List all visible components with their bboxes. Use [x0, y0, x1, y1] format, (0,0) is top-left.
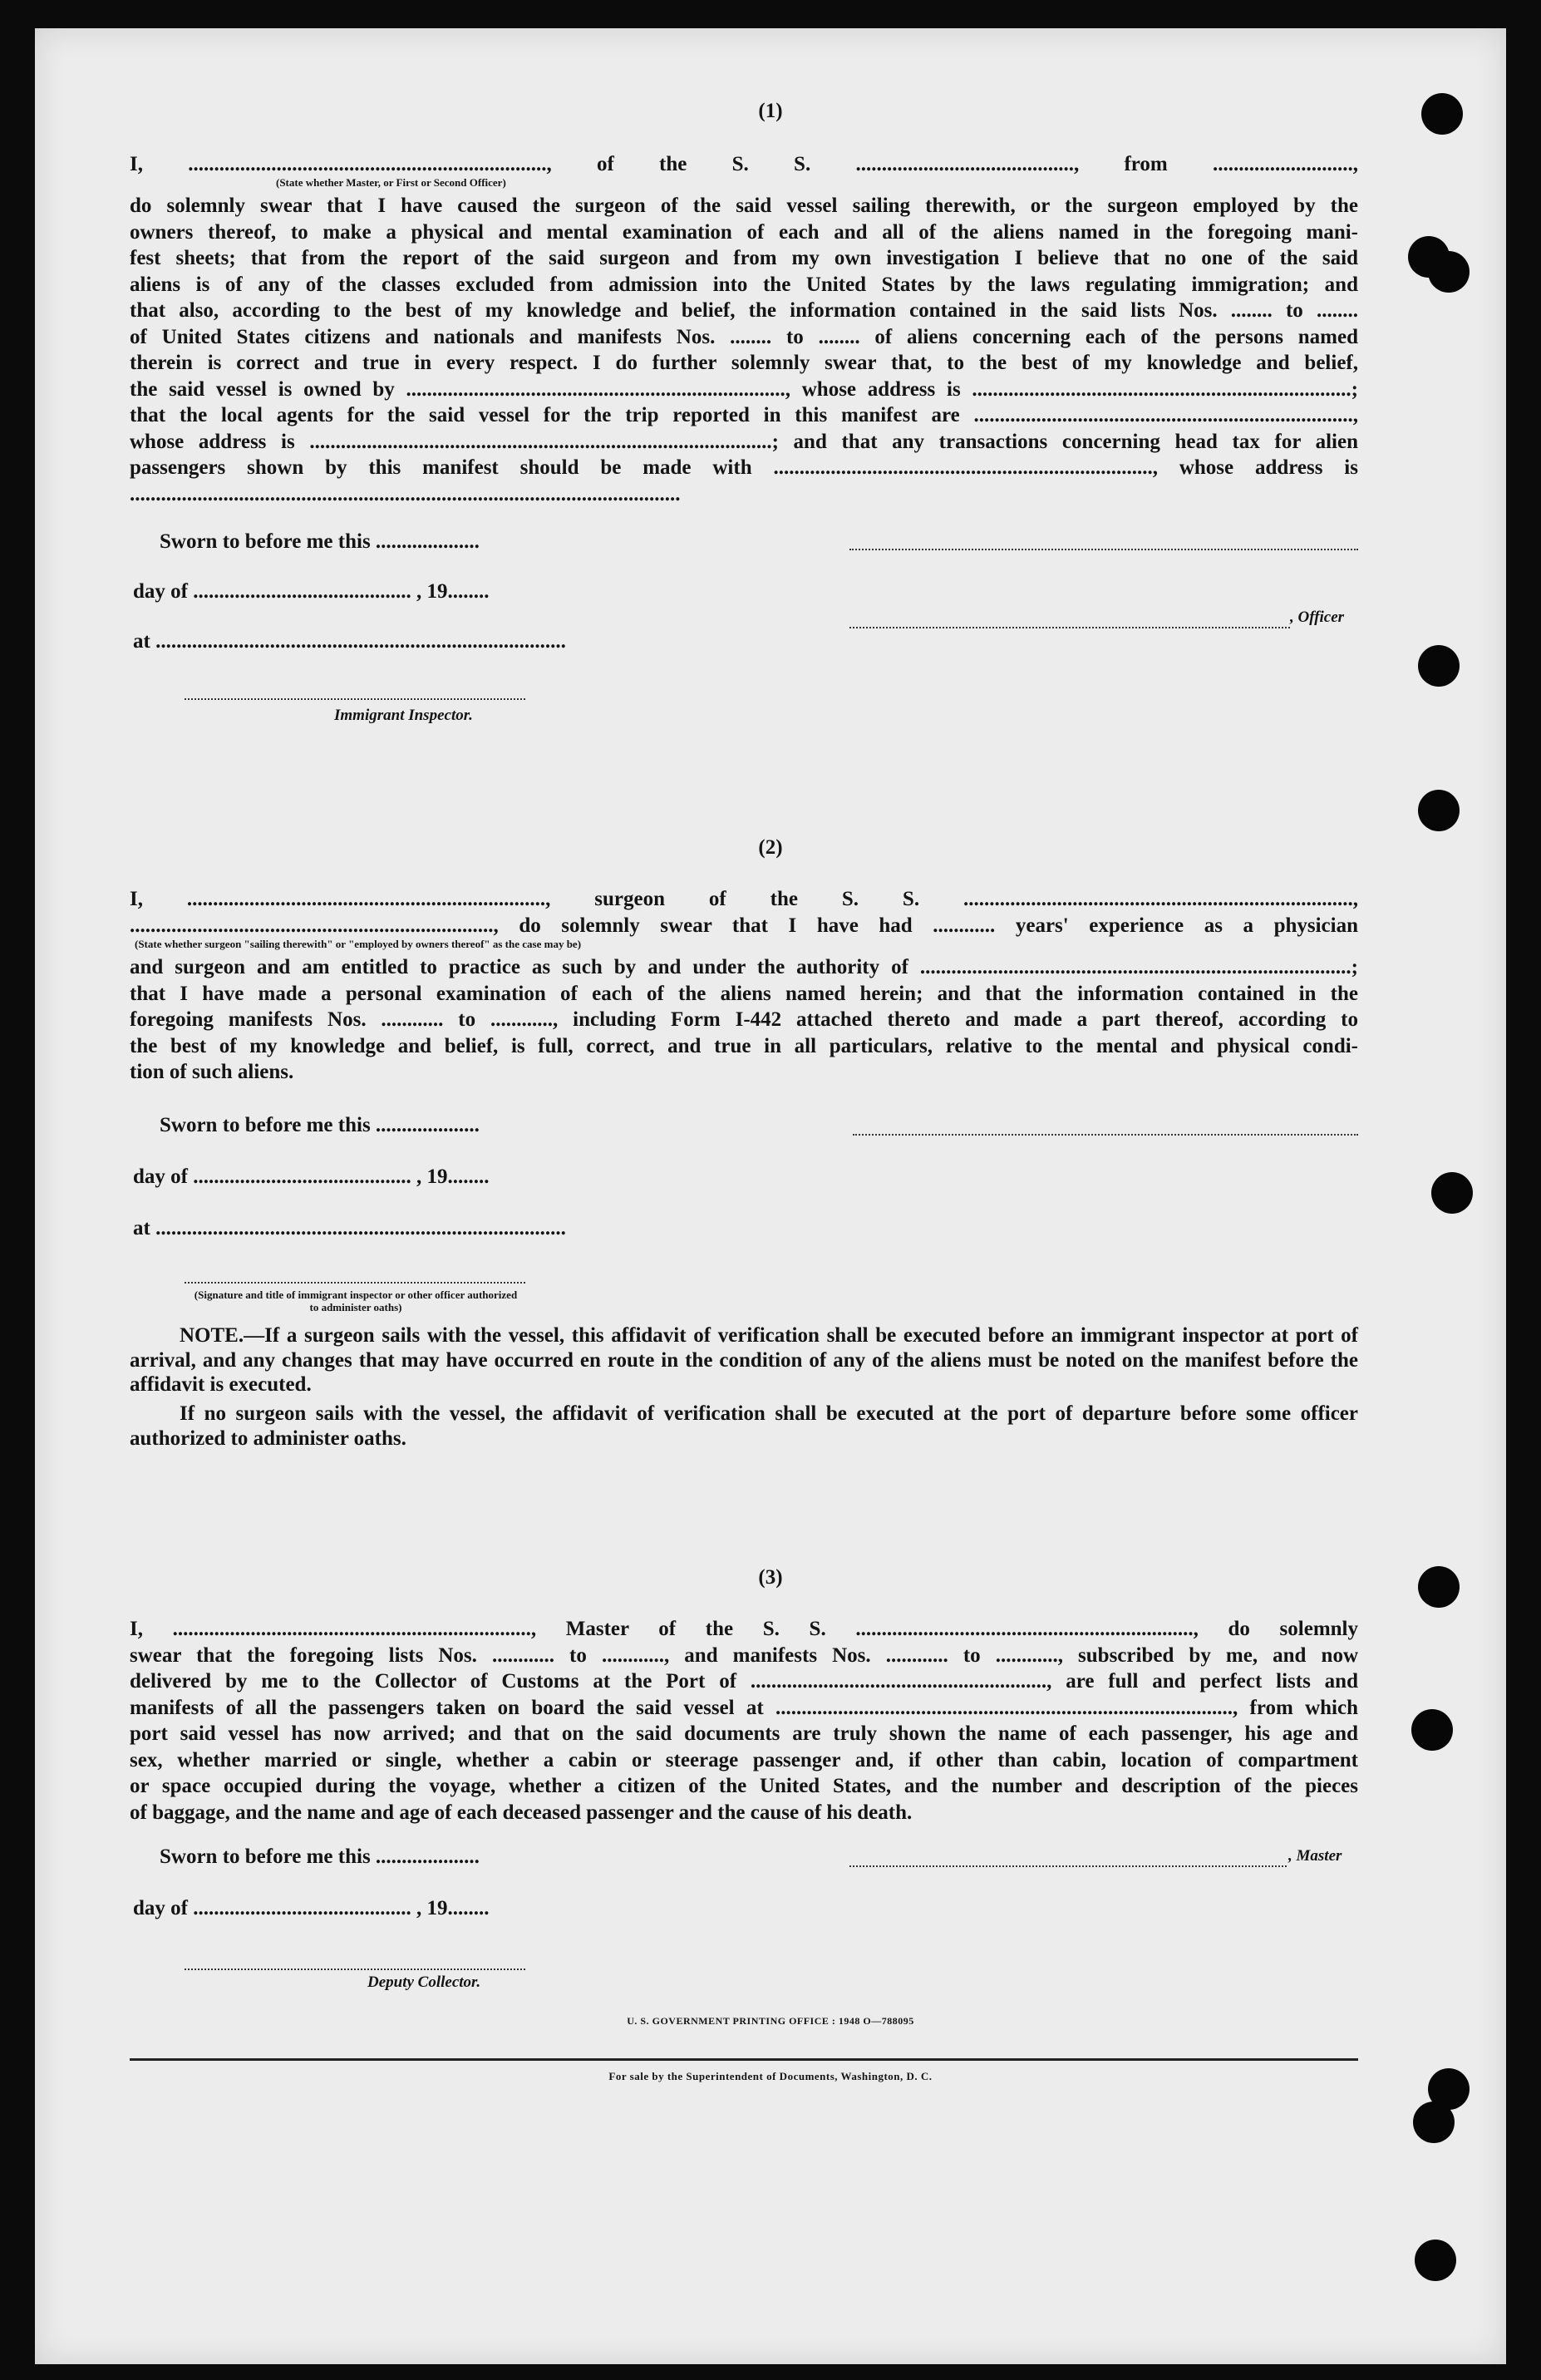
inspector-signature-line: [185, 1282, 525, 1284]
footer-rule: [130, 2058, 1358, 2061]
note-paragraph: [130, 1323, 1358, 1397]
day-line: day of .......................................... , 19........: [133, 1897, 490, 1919]
affidavit-1-line: fest sheets; that from the report of the said surgeon and from my own investigation I believe that no one of the said: [130, 247, 1358, 269]
collector-signature-line: [185, 1969, 525, 1970]
day-line: day of .......................................... , 19........: [133, 580, 490, 603]
affidavit-3-line: or space occupied during the voyage, whether a citizen of the United States, and the number and description of the pieces: [130, 1775, 1358, 1797]
affidavit-2-line: and surgeon and am entitled to practice as such by and under the authority of ...................................................................................;: [130, 956, 1358, 978]
affidavit-2-line: foregoing manifests Nos. ............ to ............, including Form I-442 attached thereto and made a part thereof, according to: [130, 1008, 1358, 1031]
at-line: at ...............................................................................: [133, 1217, 566, 1239]
affidavit-3-line: of baggage, and the name and age of each deceased passenger and the cause of his death.: [130, 1801, 913, 1824]
surgeon-type-note: (State whether surgeon "sailing therewith" or "employed by owners thereof" as the case may be): [135, 938, 582, 950]
master-label: , Master: [1288, 1847, 1342, 1865]
affidavit-3-line: swear that the foregoing lists Nos. ............ to ............, and manifests Nos. ............ to ............, subscribed by me, and now: [130, 1643, 1358, 1667]
affidavit-1-intro: [130, 151, 1358, 178]
punch-hole: [1418, 790, 1460, 831]
affidavit-1-line: of United States citizens and nationals and manifests Nos. ........ to ........ of aliens concerning each of the persons named: [130, 325, 1358, 348]
affidavit-3-body: [130, 1616, 1358, 1826]
affidavit-2-line: the best of my knowledge and belief, is full, correct, and true in all particulars, relative to the mental and physical condi-: [130, 1034, 1358, 1057]
affidavit-1-line: owners thereof, to make a physical and mental examination of each and all of the aliens named in the foregoing mani-: [130, 220, 1358, 244]
affidavit-2-line: that I have made a personal examination of each of the aliens named herein; and that the information contained in the: [130, 982, 1358, 1005]
printing-office-imprint: U. S. GOVERNMENT PRINTING OFFICE : 1948 O—788095: [627, 2015, 914, 2027]
sworn-line: Sworn to before me this ....................: [160, 530, 480, 553]
inspector-signature-line: [185, 698, 525, 700]
affidavit-1-line: I, ....................................................................., of the S. S. .........................................., from ...........................,: [130, 153, 1358, 175]
officer-rank-note: (State whether Master, or First or Second Officer): [276, 176, 506, 189]
affidavit-1-line: passengers shown by this manifest should be made with ........................................................................., whose address is: [130, 456, 1358, 479]
note-text: NOTE.—If a surgeon sails with the vessel, this affidavit of verification shall be executed before an immigrant inspector at port of arrival, and any changes that may have occurred en route in the condition of any of the aliens must be noted on the manifest before the affidavit is executed.: [130, 1324, 1358, 1396]
affidavit-3-line: port said vessel has now arrived; and that on the said documents are truly shown the name of each passenger, his age and: [130, 1722, 1358, 1745]
affidavit-1-line: that the local agents for the said vessel for the trip reported in this manifest are .........................................................................,: [130, 404, 1358, 426]
affidavit-1-line: aliens is of any of the classes excluded from admission into the United States by the laws regulating immigration; and: [130, 273, 1358, 296]
day-line: day of .......................................... , 19........: [133, 1165, 490, 1188]
affidavit-3-number: (3): [758, 1566, 783, 1589]
affidavit-3-line: sex, whether married or single, whether a cabin or steerage passenger and, if other than cabin, location of compartment: [130, 1748, 1358, 1771]
collector-label: Deputy Collector.: [367, 1973, 481, 1991]
affidavit-2-line: ......................................................................, do solemnly swear that I have had ............ years' experience as a physician: [130, 914, 1358, 937]
for-sale-note: For sale by the Superintendent of Documents, Washington, D. C.: [608, 2070, 933, 2082]
affidavit-3-line: I, ....................................................................., Master of the S. S. ................................................................., do solemnly: [130, 1618, 1358, 1640]
affidavit-2-intro: [130, 886, 1358, 939]
affidavit-2-number: (2): [758, 836, 783, 859]
punch-hole: [1428, 251, 1470, 293]
inspector-label: Immigrant Inspector.: [334, 707, 473, 724]
affidavit-2-line: tion of such aliens.: [130, 1061, 294, 1083]
affidavit-1-line: whose address is .........................................................................................; and that any transactions concerning head tax for alien: [130, 430, 1358, 453]
signature-title-note: (Signature and title of immigrant inspector or other officer authorized to administer oaths): [194, 1289, 518, 1313]
punch-hole: [1418, 645, 1460, 687]
note-paragraph: [130, 1402, 1358, 1451]
affidavit-1-number: (1): [758, 100, 783, 122]
punch-hole: [1413, 2102, 1455, 2143]
document-page: [35, 28, 1506, 2364]
affidavit-1-body: [130, 193, 1358, 507]
affidavit-1-line: the said vessel is owned by ........................................................................., whose address is .........................................................................;: [130, 377, 1358, 401]
affidavit-1-line: do solemnly swear that I have caused the surgeon of the said vessel sailing therewith, or the surgeon employed by the: [130, 195, 1358, 217]
punch-hole: [1415, 2240, 1456, 2281]
at-line: at ...............................................................................: [133, 630, 566, 653]
surgeon-signature-line: [853, 1134, 1358, 1136]
affidavit-1-line: ..........................................................................................................: [130, 482, 681, 505]
sworn-line: Sworn to before me this ....................: [160, 1114, 480, 1136]
punch-hole: [1431, 1172, 1473, 1214]
sworn-line: Sworn to before me this ....................: [160, 1845, 480, 1868]
affidavit-1-line: that also, according to the best of my knowledge and belief, the information contained in the said lists Nos. ........ to ........: [130, 299, 1358, 322]
affidavit-2-line: I, ....................................................................., surgeon of the S. S. ...........................................................................,: [130, 888, 1358, 910]
master-signature-line: [849, 1865, 1287, 1867]
officer-signature-line: [849, 627, 1290, 628]
affidavit-2-body: [130, 954, 1358, 1086]
punch-hole: [1411, 1709, 1453, 1751]
officer-label: , Officer: [1290, 609, 1345, 626]
affidavit-1-line: therein is correct and true in every respect. I do further solemnly swear that, to the best of my knowledge and belief,: [130, 352, 1358, 374]
affidavit-3-line: manifests of all the passengers taken on board the said vessel at ........................................................................................, from which: [130, 1696, 1358, 1719]
affidavit-3-line: delivered by me to the Collector of Customs at the Port of ........................................................., are full and perfect lists and: [130, 1670, 1358, 1693]
officer-signature-line: [849, 549, 1358, 550]
note-text: If no surgeon sails with the vessel, the affidavit of verification shall be executed at the port of departure before some officer authorized to administer oaths.: [130, 1402, 1358, 1450]
